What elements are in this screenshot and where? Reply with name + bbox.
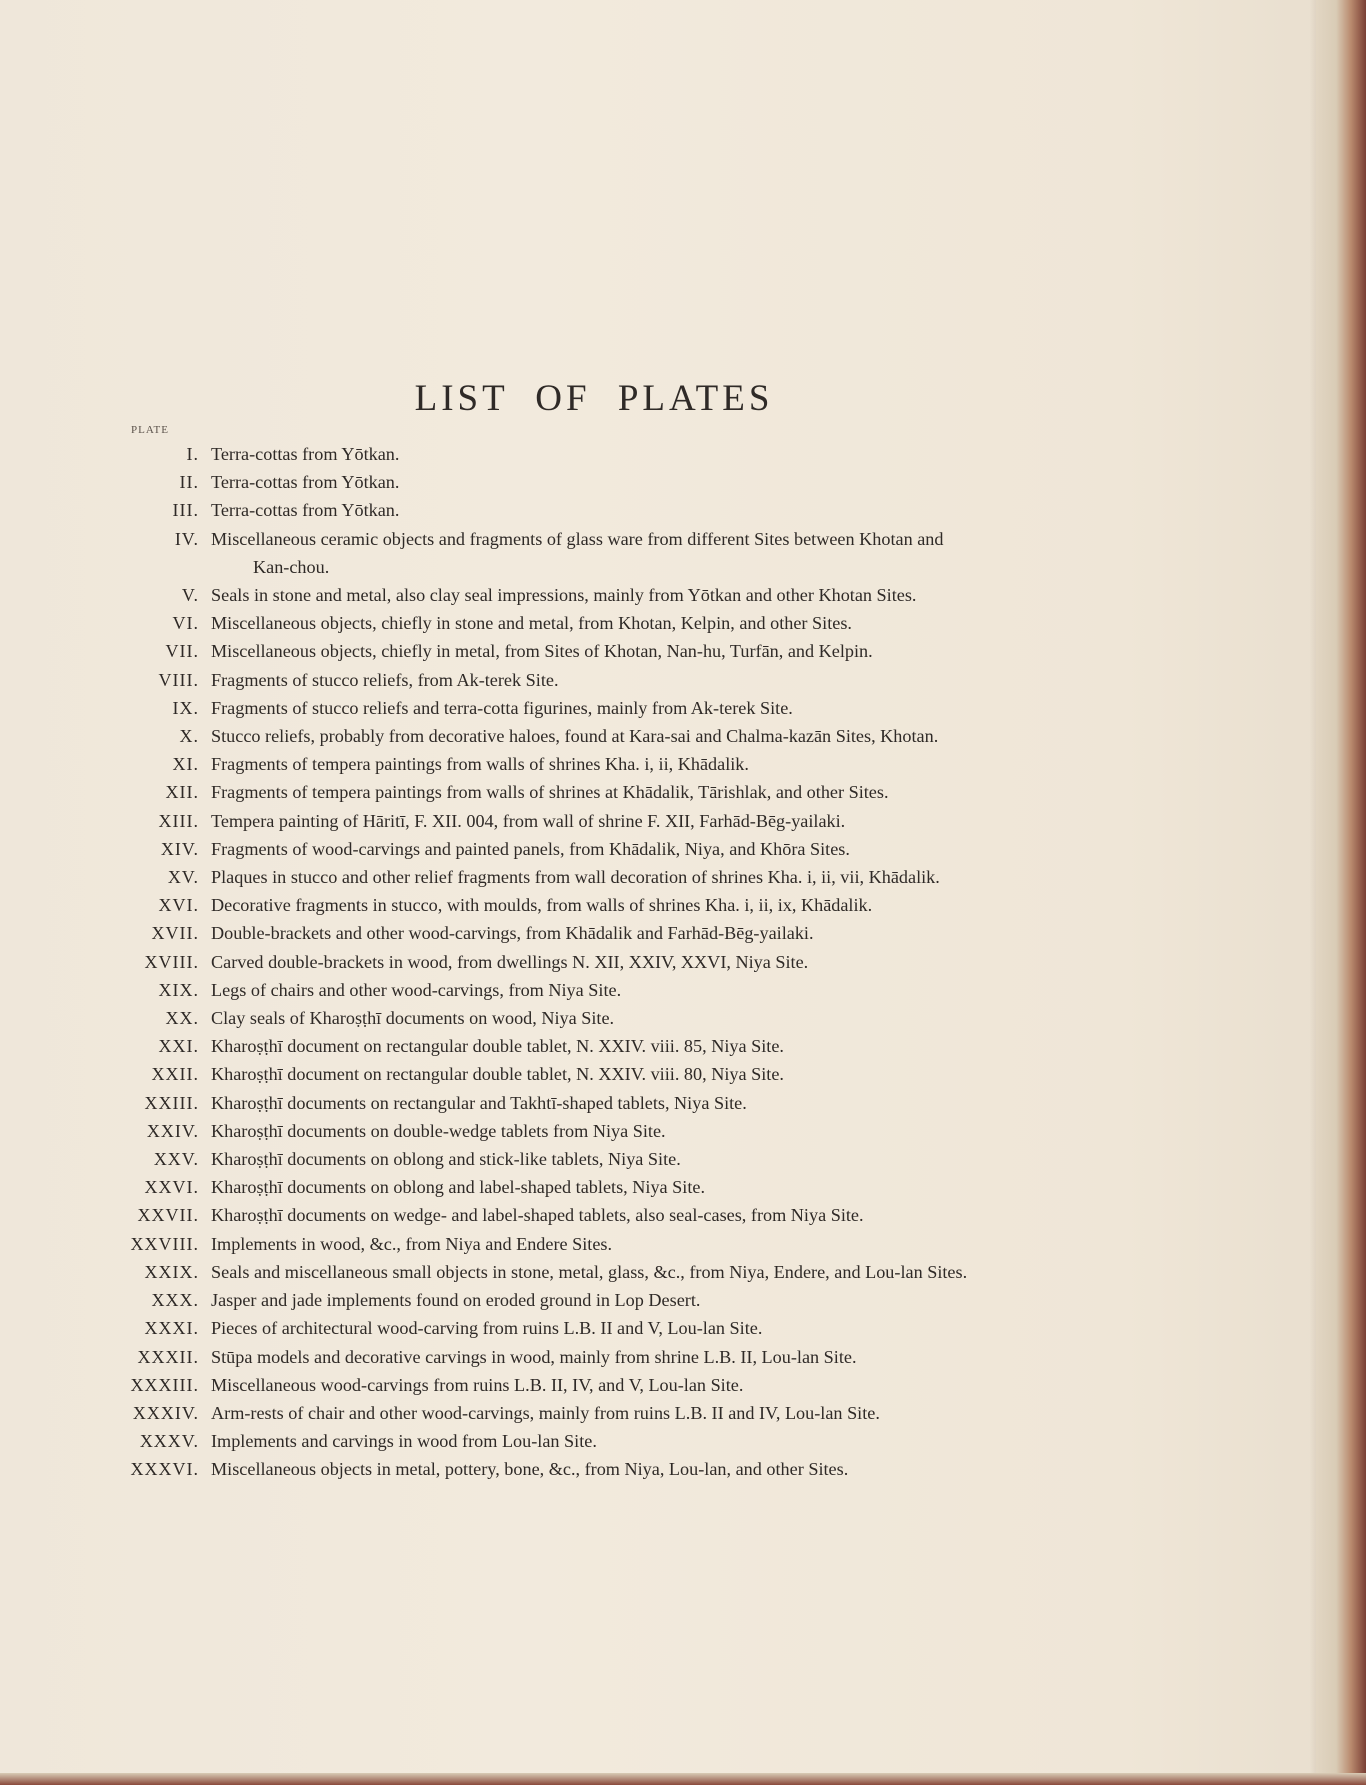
plate-entry <box>0 496 1310 524</box>
plate-entry <box>0 976 1310 1004</box>
plate-description <box>199 1117 1091 1145</box>
plate-numeral: III. <box>172 500 199 521</box>
plate-description-text: Decorative fragments in stucco, with moulds, from walls of shrines Kha. i, ii, ix, Khādalik. <box>211 895 873 916</box>
plate-entry <box>0 1258 1310 1286</box>
plate-description-continuation: Kan-chou. <box>253 556 330 577</box>
plate-description-text: Plaques in stucco and other relief fragments from wall decoration of shrines Kha. i, ii, vii, Khādalik. <box>211 867 940 888</box>
plate-entry <box>0 637 1310 665</box>
plate-entry <box>0 1455 1310 1483</box>
plate-description <box>199 1455 1091 1483</box>
plate-entry <box>0 440 1310 468</box>
plate-description <box>199 581 1091 609</box>
plate-numeral: XXIX. <box>144 1261 199 1282</box>
book-cover-edge <box>1316 0 1366 1785</box>
plate-entry <box>0 525 1310 581</box>
plate-description-text: Fragments of wood-carvings and painted panels, from Khādalik, Niya, and Khōra Sites. <box>211 838 850 859</box>
plate-description <box>199 440 1091 468</box>
plate-description <box>199 609 1091 637</box>
plate-numeral: II. <box>179 472 199 493</box>
plate-description-text: Kharoṣṭhī documents on wedge- and label-shaped tablets, also seal-cases, from Niya Site. <box>211 1205 864 1226</box>
plate-description-text: Miscellaneous ceramic objects and fragments of glass ware from different Sites between Khotan and <box>211 528 944 549</box>
plate-description <box>199 468 1091 496</box>
plate-numeral: XXVIII. <box>130 1233 199 1254</box>
plate-entry <box>0 1427 1310 1455</box>
plate-description <box>199 1314 1091 1342</box>
plate-description-text: Kharoṣṭhī documents on oblong and label-shaped tablets, Niya Site. <box>211 1177 705 1198</box>
plate-numeral: XI. <box>172 754 199 775</box>
plate-description-text: Fragments of tempera paintings from walls of shrines Kha. i, ii, Khādalik. <box>211 754 749 775</box>
plate-numeral: XXXVI. <box>130 1459 199 1480</box>
plate-description <box>199 1399 1091 1427</box>
plate-description <box>199 863 1091 891</box>
plate-entry <box>0 694 1310 722</box>
plate-entry <box>0 891 1310 919</box>
plate-description-text: Miscellaneous objects, chiefly in metal, from Sites of Khotan, Nan-hu, Turfān, and Kelpin. <box>211 641 873 662</box>
plate-description <box>199 694 1091 722</box>
plate-numeral: XXVII. <box>137 1205 199 1226</box>
book-binding-bottom <box>0 1773 1366 1785</box>
plate-description <box>199 778 1091 806</box>
plate-entry <box>0 948 1310 976</box>
plate-description <box>199 807 1091 835</box>
plate-entry <box>0 919 1310 947</box>
plate-numeral: XXXIV. <box>132 1402 199 1423</box>
plate-entry <box>0 1060 1310 1088</box>
plate-entry <box>0 750 1310 778</box>
plate-numeral: XX. <box>165 1008 199 1029</box>
plates-list <box>0 440 1310 1484</box>
plate-numeral: XXX. <box>151 1290 199 1311</box>
plate-entry <box>0 778 1310 806</box>
plate-entry <box>0 666 1310 694</box>
plate-entry <box>0 1173 1310 1201</box>
plate-numeral: XXIV. <box>146 1120 199 1141</box>
plate-entry <box>0 1230 1310 1258</box>
plate-description-text: Kharoṣṭhī document on rectangular double tablet, N. XXIV. viii. 85, Niya Site. <box>211 1036 784 1057</box>
plate-entry <box>0 722 1310 750</box>
plate-description <box>199 1371 1091 1399</box>
plate-numeral: V. <box>181 585 199 606</box>
plate-entry <box>0 1201 1310 1229</box>
plate-description-text: Fragments of stucco reliefs and terra-cotta figurines, mainly from Ak-terek Site. <box>211 697 793 718</box>
plate-entry <box>0 1371 1310 1399</box>
plate-description-text: Carved double-brackets in wood, from dwellings N. XII, XXIV, XXVI, Niya Site. <box>211 951 809 972</box>
plate-numeral: VI. <box>172 613 199 634</box>
plate-description <box>199 637 1091 665</box>
plate-description <box>199 1230 1091 1258</box>
plate-description <box>199 1173 1091 1201</box>
plate-entry <box>0 1032 1310 1060</box>
plate-numeral: XXXI. <box>144 1318 199 1339</box>
plate-numeral: VII. <box>165 641 199 662</box>
plate-description <box>199 948 1091 976</box>
plate-numeral: XVI. <box>158 895 199 916</box>
plate-entry <box>0 581 1310 609</box>
plate-description <box>199 1201 1091 1229</box>
plate-description-text: Fragments of tempera paintings from walls of shrines at Khādalik, Tārishlak, and other Sites. <box>211 782 889 803</box>
plate-entry <box>0 835 1310 863</box>
plate-entry <box>0 863 1310 891</box>
plate-description-text: Fragments of stucco reliefs, from Ak-terek Site. <box>211 669 559 690</box>
plate-description-text: Seals and miscellaneous small objects in stone, metal, glass, &c., from Niya, Endere, and Lou-lan Sites. <box>211 1261 968 1282</box>
plate-entry <box>0 1314 1310 1342</box>
plate-description <box>199 1286 1091 1314</box>
plate-description-text: Implements and carvings in wood from Lou-lan Site. <box>211 1431 597 1452</box>
plate-description-text: Kharoṣṭhī documents on oblong and stick-like tablets, Niya Site. <box>211 1149 681 1170</box>
plate-description <box>199 919 1091 947</box>
plate-description <box>199 722 1091 750</box>
plate-description-text: Miscellaneous wood-carvings from ruins L.B. II, IV, and V, Lou-lan Site. <box>211 1374 744 1395</box>
plate-description-text: Legs of chairs and other wood-carvings, from Niya Site. <box>211 979 622 1000</box>
plate-description <box>199 1145 1091 1173</box>
plate-entry <box>0 609 1310 637</box>
plate-description <box>199 1060 1091 1088</box>
plate-description-text: Stucco reliefs, probably from decorative haloes, found at Kara-sai and Chalma-kazān Sites, Khotan. <box>211 726 939 747</box>
plate-numeral: XIX. <box>158 979 199 1000</box>
plate-description-text: Kharoṣṭhī documents on rectangular and Takhtī-shaped tablets, Niya Site. <box>211 1092 747 1113</box>
plate-description <box>199 525 1091 581</box>
plate-description-text: Implements in wood, &c., from Niya and Endere Sites. <box>211 1233 613 1254</box>
plate-numeral: XII. <box>165 782 199 803</box>
plate-description-text: Jasper and jade implements found on eroded ground in Lop Desert. <box>211 1290 701 1311</box>
plate-description <box>199 666 1091 694</box>
plate-description <box>199 1032 1091 1060</box>
plate-numeral: XIV. <box>160 838 199 859</box>
plate-numeral: I. <box>186 444 199 464</box>
plate-numeral: XV. <box>167 867 199 888</box>
plate-description-text: Miscellaneous objects, chiefly in stone and metal, from Khotan, Kelpin, and other Sites. <box>211 613 852 634</box>
plate-numeral: X. <box>179 726 199 747</box>
plate-numeral: XXXV. <box>139 1431 199 1452</box>
plate-description-text: Miscellaneous objects in metal, pottery, bone, &c., from Niya, Lou-lan, and other Sites. <box>211 1459 849 1480</box>
plate-description <box>199 891 1091 919</box>
plate-description-text: Double-brackets and other wood-carvings, from Khādalik and Farhād-Bēg-yailaki. <box>211 923 814 944</box>
plate-description <box>199 496 1091 524</box>
plate-entry <box>0 1004 1310 1032</box>
plate-numeral: XXII. <box>151 1064 199 1085</box>
plate-entry <box>0 1089 1310 1117</box>
plate-entry <box>0 807 1310 835</box>
plate-description <box>199 1343 1091 1371</box>
plate-description <box>199 750 1091 778</box>
plate-numeral: XXIII. <box>144 1092 199 1113</box>
plate-entry <box>0 1286 1310 1314</box>
plate-entry <box>0 1343 1310 1371</box>
plate-entry <box>0 1117 1310 1145</box>
plate-numeral: XXXIII. <box>130 1374 199 1395</box>
plate-numeral: XVII. <box>151 923 199 944</box>
plate-description-text: Seals in stone and metal, also clay seal impressions, mainly from Yōtkan and other Khotan Sites. <box>211 585 917 606</box>
plate-description-text: Kharoṣṭhī documents on double-wedge tablets from Niya Site. <box>211 1120 666 1141</box>
plate-description-text: Stūpa models and decorative carvings in wood, mainly from shrine L.B. II, Lou-lan Site. <box>211 1346 857 1367</box>
plate-description-text: Terra-cottas from Yōtkan. <box>211 500 400 521</box>
plate-entry <box>0 1145 1310 1173</box>
plate-description-text: Pieces of architectural wood-carving from ruins L.B. II and V, Lou-lan Site. <box>211 1318 763 1339</box>
plate-entry <box>0 468 1310 496</box>
plate-description-text: Terra-cottas from Yōtkan. <box>211 444 400 464</box>
page-title: LIST OF PLATES <box>414 377 774 419</box>
plate-numeral: VIII. <box>158 669 199 690</box>
plate-numeral: XXXII. <box>137 1346 199 1367</box>
plate-numeral: XXI. <box>158 1036 199 1057</box>
plate-description <box>199 835 1091 863</box>
plate-description-text: Tempera painting of Hāritī, F. XII. 004, from wall of shrine F. XII, Farhād-Bēg-yailaki. <box>211 810 846 831</box>
plate-numeral: XIII. <box>158 810 199 831</box>
plate-description <box>199 1089 1091 1117</box>
plate-numeral: XXVI. <box>144 1177 199 1198</box>
plate-description-text: Terra-cottas from Yōtkan. <box>211 472 400 493</box>
plate-description-text: Arm-rests of chair and other wood-carvings, mainly from ruins L.B. II and IV, Lou-lan Site. <box>211 1402 880 1423</box>
plate-numeral: IV. <box>174 528 199 549</box>
plate-numeral: XVIII. <box>144 951 199 972</box>
plate-description-text: Kharoṣṭhī document on rectangular double tablet, N. XXIV. viii. 80, Niya Site. <box>211 1064 784 1085</box>
plate-description <box>199 1258 1091 1286</box>
plate-description <box>199 1427 1091 1455</box>
plate-description-text: Clay seals of Kharoṣṭhī documents on wood, Niya Site. <box>211 1008 615 1029</box>
plate-description <box>199 976 1091 1004</box>
plate-numeral: IX. <box>172 697 199 718</box>
plate-entry <box>0 1399 1310 1427</box>
plate-numeral: XXV. <box>153 1149 199 1170</box>
plate-description <box>199 1004 1091 1032</box>
plate-column-label: PLATE <box>131 424 169 436</box>
